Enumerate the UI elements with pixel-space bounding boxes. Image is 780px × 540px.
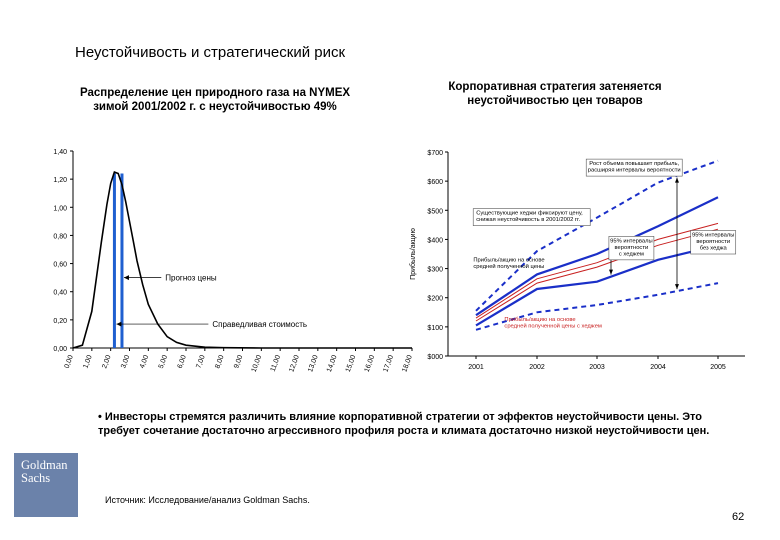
left-y-tick-label: 0,80 <box>53 233 67 241</box>
left-x-tick-label: 2,00 <box>101 354 113 370</box>
series-line-red-lower <box>476 229 718 324</box>
bullet-text <box>98 410 738 438</box>
left-y-tick-label: 0,40 <box>53 289 67 297</box>
left-x-tick-label: 5,00 <box>157 354 170 370</box>
unhedged-interval-bracket-head-top <box>675 178 679 183</box>
left-y-tick-label: 1,40 <box>53 149 67 156</box>
left-x-tick-label: 17,00 <box>382 354 396 374</box>
eps-strategy-chart <box>409 150 745 371</box>
right-y-tick-label: $200 <box>427 295 443 303</box>
eps-avg-price-note-line: средней полученной цены <box>473 263 545 270</box>
volume-growth-note-line: расширяя интервалы вероятности <box>587 167 681 174</box>
series-line-blue-dashed-upper <box>476 161 718 311</box>
eps-avg-price-note-line: Прибыль/акцию на основе <box>473 257 545 264</box>
left-x-tick-label: 14,00 <box>325 354 339 374</box>
right-y-tick-label: $600 <box>427 179 443 187</box>
forecast-arrowhead <box>124 275 129 280</box>
right-x-tick-label: 2001 <box>468 364 484 371</box>
hedged-interval-note-line: 95% интервалы <box>610 238 653 245</box>
unhedged-interval-bracket-head-bottom <box>675 284 679 289</box>
logo-line-1: Goldman <box>21 458 68 472</box>
right-x-tick-label: 2003 <box>589 364 605 371</box>
forecast-label: Прогноз цены <box>165 273 217 283</box>
left-x-tick-label: 1,00 <box>82 354 94 370</box>
left-x-tick-label: 10,00 <box>250 354 264 374</box>
source-note: Источник: Исследование/анализ Goldman Sachs. <box>105 495 310 505</box>
hedged-interval-bracket-head-bottom <box>609 270 613 275</box>
right-y-tick-label: $500 <box>427 208 443 216</box>
left-subtitle-line-1: Распределение цен природного газа на NYMEX <box>79 87 351 99</box>
unhedged-interval-note-line: 95% интервалы <box>691 232 735 239</box>
page-number: 62 <box>732 511 745 523</box>
bullet-marker: • <box>98 411 102 423</box>
hedged-interval-note-line: вероятности <box>614 244 649 251</box>
right-x-tick-label: 2004 <box>650 364 666 371</box>
left-x-tick-label: 6,00 <box>176 354 188 370</box>
right-y-tick-label: $000 <box>427 354 443 361</box>
volume-growth-note-line: Рост объема повышает прибыль, <box>589 161 680 168</box>
left-x-tick-label: 15,00 <box>344 354 358 374</box>
left-x-tick-label: 18,00 <box>401 354 414 374</box>
goldman-sachs-logo <box>14 453 78 517</box>
right-y-tick-label: $700 <box>427 150 443 157</box>
left-subtitle-line-2: зимой 2001/2002 г. с неустойчивостью 49% <box>93 101 337 113</box>
fair-value-arrowhead <box>116 322 121 327</box>
existing-hedges-note-line: снижая неустойчивость в 2001/2002 гг. <box>476 217 581 224</box>
right-subtitle-line-1: Корпоративная стратегия затеняется <box>448 81 662 93</box>
left-y-tick-label: 0,00 <box>53 346 67 353</box>
page-title: Неустойчивость и стратегический риск <box>75 44 346 61</box>
left-x-tick-label: 4,00 <box>138 354 151 370</box>
left-y-tick-label: 0,20 <box>53 317 67 325</box>
left-x-tick-label: 12,00 <box>288 354 301 374</box>
bullet-body: Инвесторы стремятся различить влияние корпоративной стратегии от эффектов неустойчивости цены. Это требует сочетание достаточно агрессивного профиля роста и климата достаточно низкой неустойчивости цен. <box>98 411 710 437</box>
right-y-tick-label: $400 <box>427 237 443 245</box>
left-x-tick-label: 0,00 <box>63 354 75 370</box>
right-y-tick-label: $100 <box>427 324 443 332</box>
fair-value-label: Справедливая стоимость <box>212 320 308 330</box>
hedged-interval-note-line: с хеджем <box>618 251 644 258</box>
unhedged-interval-note-line: без хеджа <box>699 245 727 252</box>
right-subtitle-line-2: неустойчивостью цен товаров <box>467 95 643 107</box>
right-x-tick-label: 2002 <box>529 364 545 371</box>
left-x-tick-label: 11,00 <box>269 354 283 373</box>
eps-hedged-note-line: средней полученной цены с хеджем <box>504 323 602 330</box>
left-x-tick-label: 13,00 <box>307 354 320 374</box>
right-y-tick-label: $300 <box>427 266 443 274</box>
left-y-tick-label: 1,00 <box>53 205 67 213</box>
left-x-tick-label: 7,00 <box>195 354 207 370</box>
left-x-tick-label: 16,00 <box>363 354 377 374</box>
unhedged-interval-note-line: вероятности <box>696 239 731 246</box>
existing-hedges-note-line: Существующие хеджи фиксируют цену, <box>476 210 583 217</box>
right-x-tick-label: 2005 <box>710 364 726 371</box>
left-x-tick-label: 9,00 <box>233 354 245 370</box>
price-distribution-chart <box>53 149 414 373</box>
left-y-tick-label: 0,60 <box>53 261 67 269</box>
left-y-tick-label: 1,20 <box>53 177 67 185</box>
left-x-tick-label: 8,00 <box>214 354 226 370</box>
logo-line-2: Sachs <box>21 471 51 485</box>
eps-hedged-note-line: Прибыль/акцию на основе <box>504 317 576 324</box>
right-y-axis-label: Прибыль/акцию <box>410 228 417 280</box>
left-x-tick-label: 3,00 <box>120 354 132 370</box>
